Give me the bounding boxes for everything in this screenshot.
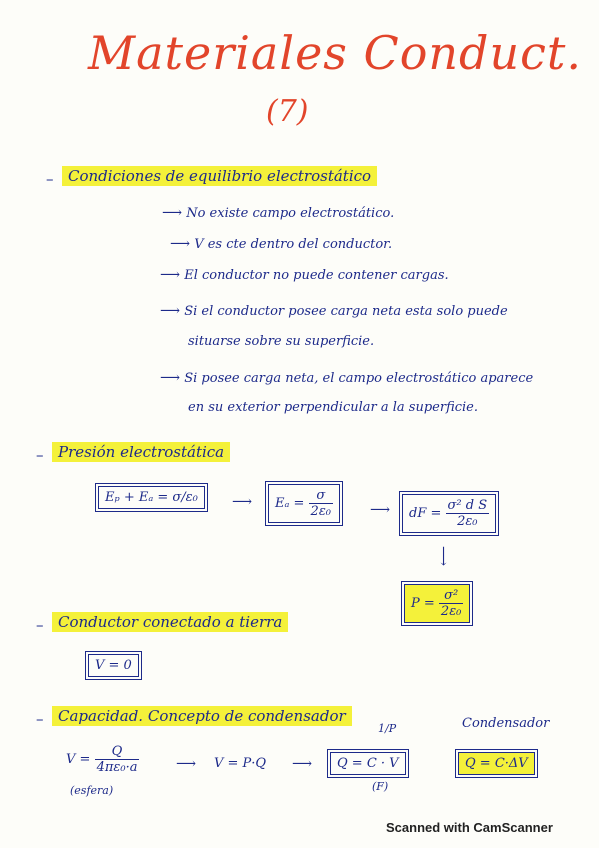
formula-box-highlighted	[404, 584, 470, 623]
formula-box	[268, 484, 340, 523]
list-item-text: V es cte dentro del conductor.	[194, 237, 393, 252]
formula-annotation: 1/P	[378, 722, 397, 735]
arrow-icon: ⟶	[232, 494, 253, 510]
formula-box: V = 0	[88, 654, 139, 677]
list-item-continuation: situarse sobre su superficie.	[188, 334, 375, 349]
formula-part: P =	[411, 596, 435, 611]
formula-part: Eₐ =	[275, 496, 305, 511]
formula-part: V =	[66, 752, 91, 767]
section-dash: –	[36, 446, 44, 464]
formula: V = P·Q	[214, 756, 267, 771]
arrow-icon: ⟶	[292, 756, 313, 772]
section-dash: –	[36, 616, 44, 634]
page-number: (7)	[266, 94, 309, 129]
section-dash: –	[46, 170, 54, 188]
section-ground-heading: Conductor conectado a tierra	[52, 612, 288, 632]
formula-annotation: (F)	[372, 780, 389, 793]
list-item	[160, 370, 533, 386]
arrow-icon: ⟶	[370, 502, 391, 518]
section-dash: –	[36, 710, 44, 728]
fraction	[439, 588, 463, 619]
fraction-numerator: σ² d S	[447, 498, 488, 513]
arrow-icon: ⟶	[160, 267, 181, 283]
arrow-icon: ⟶	[160, 370, 181, 386]
formula-box	[402, 494, 496, 533]
formula-note: (esfera)	[70, 784, 114, 797]
scanner-watermark: Scanned with CamScanner	[386, 820, 553, 835]
fraction-denominator: 2ε₀	[457, 514, 478, 529]
page-title: Materiales Conduct.	[88, 26, 582, 80]
fraction	[95, 744, 140, 775]
arrow-down-icon: ⟶	[435, 545, 452, 567]
formula	[66, 744, 139, 775]
fraction	[446, 498, 490, 529]
formula-box: Eₚ + Eₐ = σ/ε₀	[98, 486, 205, 509]
arrow-icon: ⟶	[176, 756, 197, 772]
fraction-numerator: σ²	[439, 588, 463, 604]
condensador-label: Condensador	[462, 716, 550, 731]
formula-part: dF =	[409, 506, 442, 521]
formula-box: Q = C · V	[330, 752, 406, 775]
formula-box-highlighted: Q = C·ΔV	[458, 752, 535, 775]
list-item	[162, 205, 394, 221]
list-item-text: El conductor no puede contener cargas.	[184, 268, 449, 283]
section-pressure-heading: Presión electrostática	[52, 442, 230, 462]
fraction	[309, 488, 333, 519]
list-item-text: Si el conductor posee carga neta esta solo puede	[184, 304, 508, 319]
list-item-text: No existe campo electrostático.	[186, 206, 395, 221]
arrow-icon: ⟶	[170, 236, 191, 252]
fraction-numerator: Q	[95, 744, 140, 760]
arrow-icon: ⟶	[160, 303, 181, 319]
fraction-denominator: 4πε₀·a	[96, 760, 138, 775]
section-equilibrium-heading: Condiciones de equilibrio electrostático	[62, 166, 377, 186]
list-item	[160, 267, 449, 283]
section-capacity-heading: Capacidad. Concepto de condensador	[52, 706, 352, 726]
list-item	[160, 303, 508, 319]
fraction-denominator: 2ε₀	[440, 604, 462, 619]
list-item	[170, 236, 392, 252]
fraction-numerator: σ	[309, 488, 333, 504]
list-item-continuation: en su exterior perpendicular a la superficie.	[188, 400, 478, 415]
fraction-denominator: 2ε₀	[310, 504, 332, 519]
arrow-icon: ⟶	[162, 205, 183, 221]
list-item-text: Si posee carga neta, el campo electrostático aparece	[184, 371, 534, 386]
